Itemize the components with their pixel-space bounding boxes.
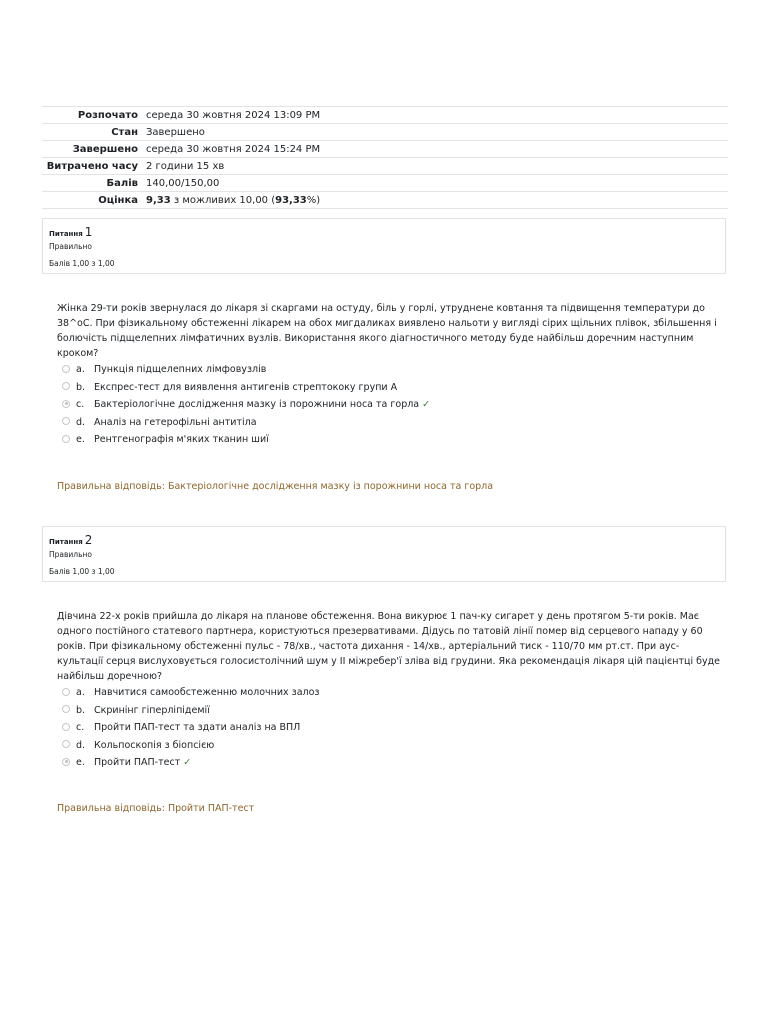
checkmark-icon: ✓	[183, 757, 192, 768]
answer-text: Рентгенографія м'яких тканин шиї	[94, 434, 269, 445]
summary-row-state	[42, 124, 728, 141]
summary-label: Стан	[42, 124, 142, 141]
right-answer-feedback: Правильна відповідь: Бактеріологічне дослідження мазку із порожнини носа та горла	[57, 481, 494, 492]
summary-row-time-taken	[42, 158, 728, 175]
answer-option[interactable]	[62, 414, 430, 432]
radio-button[interactable]	[62, 688, 70, 696]
answer-text: Кольпоскопія з біопсією	[94, 739, 215, 751]
answer-option[interactable]	[62, 431, 430, 449]
radio-button[interactable]	[62, 723, 70, 731]
radio-button[interactable]	[62, 705, 70, 713]
answer-option[interactable]	[62, 737, 319, 755]
summary-value: середа 30 жовтня 2024 13:09 PM	[142, 107, 728, 124]
answer-option[interactable]	[62, 702, 319, 720]
question-text: Жінка 29-ти років звернулася до лікаря зі скаргами на остуду, біль у горлі, утруднене ковтання та підвищення температури до 38^oC. При фізикальному обстеженні лікарем на обох мигдаликах виявлено нальоти у вигляді сірих щільних плівок, збільшення і болючість підщелепних лімфатичних вузлів. Використання якого діагностичного методу буде найбільш доречним наступним кроком?	[57, 303, 717, 359]
answer-text: Бактеріологічне дослідження мазку із порожнини носа та горла	[94, 399, 420, 410]
quiz-summary-table	[42, 106, 728, 209]
radio-button[interactable]	[62, 435, 70, 443]
answer-letter: d.	[76, 416, 86, 428]
answer-text: Експрес-тест для виявлення антигенів стрептококу групи А	[94, 381, 398, 393]
summary-label: Оцінка	[42, 192, 142, 209]
question-state: Правильно	[49, 550, 92, 559]
answer-letter: b.	[76, 704, 86, 716]
question-text: Дівчина 22-х років прийшла до лікаря на планове обстеження. Вона викурює 1 пач-ку сигарет у день протягом 5-ти років. Має одного постійного статевого партнера, користуються презервативами. Дідусь по татовій лінії помер від серцевого нападу у 60 років. При фізикальному обстеженні пульс - 78/хв., частота дихання - 14/хв., артеріальний тиск - 110/70 мм рт.ст. При аус-культації серця вислуховується голосистолічний шум у ІІ міжребер'ї зліва від грудини. Яка рекомендація лікаря цій пацієнтці буде найбільш доречною?	[57, 611, 721, 682]
question-number	[49, 533, 92, 547]
answer-list	[62, 684, 319, 772]
answer-option[interactable]	[62, 719, 319, 737]
summary-value: 140,00/150,00	[142, 175, 728, 192]
summary-label: Розпочато	[42, 107, 142, 124]
answer-text: Пройти ПАП-тест та здати аналіз на ВПЛ	[94, 722, 301, 733]
radio-button[interactable]	[62, 417, 70, 425]
grade-score: 9,33	[146, 194, 171, 206]
checkmark-icon: ✓	[422, 399, 431, 410]
radio-button-checked[interactable]	[62, 400, 70, 408]
summary-value	[142, 192, 728, 209]
answer-letter: c.	[76, 722, 85, 733]
question-grade: Балів 1,00 з 1,00	[49, 259, 115, 268]
radio-button[interactable]	[62, 382, 70, 390]
answer-text: Пройти ПАП-тест	[94, 757, 181, 768]
grade-text-end: %)	[306, 194, 321, 206]
answer-option[interactable]	[62, 396, 430, 414]
summary-row-completed	[42, 141, 728, 158]
answer-option[interactable]	[62, 361, 430, 379]
question-prefix: Питання	[49, 230, 83, 238]
grade-percent: 93,33	[275, 194, 307, 206]
radio-button-checked[interactable]	[62, 758, 70, 766]
answer-option[interactable]	[62, 754, 319, 772]
question-number	[49, 225, 92, 239]
question-number-value: 1	[84, 225, 93, 239]
question-number-value: 2	[84, 533, 93, 547]
summary-value: середа 30 жовтня 2024 15:24 PM	[142, 141, 728, 158]
answer-text: Аналіз на гетерофільні антитіла	[94, 416, 257, 428]
answer-letter: d.	[76, 739, 86, 751]
question-prefix: Питання	[49, 538, 83, 546]
summary-row-grade	[42, 192, 728, 209]
answer-letter: a.	[76, 687, 85, 698]
radio-button[interactable]	[62, 365, 70, 373]
summary-value: Завершено	[142, 124, 728, 141]
summary-label: Витрачено часу	[42, 158, 142, 175]
question-info-box	[42, 526, 726, 582]
summary-row-marks	[42, 175, 728, 192]
answer-letter: b.	[76, 381, 86, 393]
summary-value: 2 години 15 хв	[142, 158, 728, 175]
answer-letter: e.	[76, 757, 85, 768]
answer-text: Пункція підщелепних лімфовузлів	[94, 364, 267, 375]
answer-list	[62, 361, 430, 449]
question-state: Правильно	[49, 242, 92, 251]
answer-text: Скринінг гіперліпідемії	[94, 704, 210, 716]
right-answer-feedback: Правильна відповідь: Пройти ПАП-тест	[57, 803, 255, 814]
answer-text: Навчитися самообстеженню молочних залоз	[94, 687, 320, 698]
radio-button[interactable]	[62, 740, 70, 748]
answer-letter: a.	[76, 364, 85, 375]
summary-row-started	[42, 107, 728, 124]
answer-option[interactable]	[62, 684, 319, 702]
answer-letter: c.	[76, 399, 85, 410]
answer-letter: e.	[76, 434, 85, 445]
summary-label: Завершено	[42, 141, 142, 158]
question-info-box	[42, 218, 726, 274]
summary-label: Балів	[42, 175, 142, 192]
question-grade: Балів 1,00 з 1,00	[49, 567, 115, 576]
grade-text-middle: з можливих 10,00 (	[170, 194, 276, 206]
answer-option[interactable]	[62, 379, 430, 397]
